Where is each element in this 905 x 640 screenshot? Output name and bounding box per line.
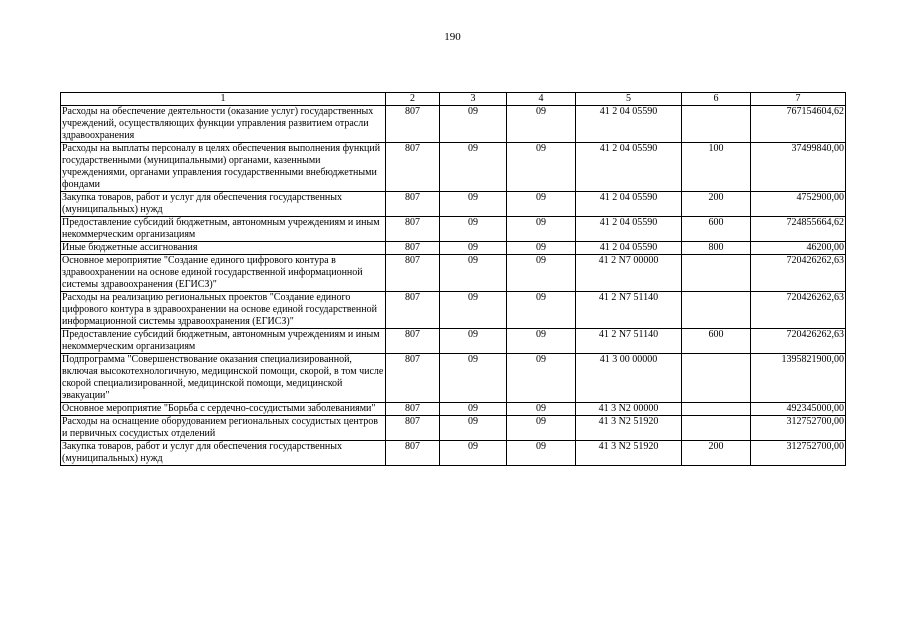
row-code-5: 41 2 04 05590 (576, 192, 682, 217)
table-row (61, 106, 846, 143)
row-amount: 767154604,62 (751, 106, 846, 143)
row-name: Расходы на выплаты персоналу в целях обеспечения выполнения функций государственными (муниципальными) органами, казенными учреждениями, органами управления государственными внебюджетными фондами (61, 143, 386, 192)
row-name: Предоставление субсидий бюджетным, автономным учреждениям и иным некоммерческим организациям (61, 329, 386, 354)
row-code-6 (682, 403, 751, 416)
row-code-4: 09 (507, 329, 576, 354)
row-code-5: 41 2 04 05590 (576, 217, 682, 242)
row-code-5: 41 2 N7 51140 (576, 329, 682, 354)
table-row (61, 242, 846, 255)
row-code-3: 09 (440, 292, 507, 329)
row-code-6 (682, 106, 751, 143)
row-code-2: 807 (386, 242, 440, 255)
column-header: 5 (576, 93, 682, 106)
row-name: Закупка товаров, работ и услуг для обеспечения государственных (муниципальных) нужд (61, 441, 386, 466)
row-code-4: 09 (507, 143, 576, 192)
row-amount: 1395821900,00 (751, 354, 846, 403)
column-header: 1 (61, 93, 386, 106)
row-code-2: 807 (386, 192, 440, 217)
row-code-5: 41 2 04 05590 (576, 242, 682, 255)
row-amount: 37499840,00 (751, 143, 846, 192)
column-header: 4 (507, 93, 576, 106)
row-code-4: 09 (507, 192, 576, 217)
row-amount: 720426262,63 (751, 292, 846, 329)
row-code-5: 41 3 00 00000 (576, 354, 682, 403)
row-name: Расходы на оснащение оборудованием региональных сосудистых центров и первичных сосудистых отделений (61, 416, 386, 441)
row-code-5: 41 3 N2 51920 (576, 441, 682, 466)
table-row (61, 192, 846, 217)
row-code-2: 807 (386, 292, 440, 329)
row-code-2: 807 (386, 143, 440, 192)
row-code-2: 807 (386, 416, 440, 441)
row-name: Основное мероприятие "Борьба с сердечно-сосудистыми заболеваниями" (61, 403, 386, 416)
row-code-4: 09 (507, 106, 576, 143)
row-code-6 (682, 416, 751, 441)
row-code-3: 09 (440, 255, 507, 292)
row-name: Предоставление субсидий бюджетным, автономным учреждениям и иным некоммерческим организациям (61, 217, 386, 242)
page-number: 190 (444, 31, 461, 43)
row-code-4: 09 (507, 292, 576, 329)
row-code-4: 09 (507, 354, 576, 403)
table-header-row (61, 93, 846, 106)
row-code-6: 800 (682, 242, 751, 255)
row-code-2: 807 (386, 106, 440, 143)
row-code-6: 200 (682, 192, 751, 217)
row-code-2: 807 (386, 217, 440, 242)
row-code-5: 41 2 04 05590 (576, 143, 682, 192)
row-code-5: 41 2 N7 51140 (576, 292, 682, 329)
row-amount: 720426262,63 (751, 329, 846, 354)
table-row (61, 403, 846, 416)
row-amount: 46200,00 (751, 242, 846, 255)
row-code-6: 600 (682, 217, 751, 242)
row-code-5: 41 3 N2 00000 (576, 403, 682, 416)
row-code-3: 09 (440, 217, 507, 242)
row-code-3: 09 (440, 192, 507, 217)
table-row (61, 329, 846, 354)
row-code-2: 807 (386, 403, 440, 416)
row-code-3: 09 (440, 329, 507, 354)
row-code-6: 200 (682, 441, 751, 466)
row-code-3: 09 (440, 354, 507, 403)
row-code-6 (682, 255, 751, 292)
row-code-6 (682, 292, 751, 329)
row-code-3: 09 (440, 441, 507, 466)
row-name: Расходы на обеспечение деятельности (оказание услуг) государственных учреждений, осуществляющих функции управления развитием отрасли здравоохранения (61, 106, 386, 143)
table-row (61, 255, 846, 292)
row-code-5: 41 2 04 05590 (576, 106, 682, 143)
column-header: 3 (440, 93, 507, 106)
row-name: Расходы на реализацию региональных проектов "Создание единого цифрового контура в здравоохранении на основе единой государственной информационной системы здравоохранения (ЕГИСЗ)" (61, 292, 386, 329)
row-amount: 312752700,00 (751, 441, 846, 466)
row-code-3: 09 (440, 242, 507, 255)
row-code-4: 09 (507, 255, 576, 292)
table-row (61, 354, 846, 403)
row-amount: 492345000,00 (751, 403, 846, 416)
row-code-2: 807 (386, 354, 440, 403)
row-code-3: 09 (440, 143, 507, 192)
row-name: Основное мероприятие "Создание единого цифрового контура в здравоохранении на основе единой государственной информационной системы здравоохранения (ЕГИСЗ)" (61, 255, 386, 292)
row-code-6 (682, 354, 751, 403)
table-row (61, 441, 846, 466)
row-amount: 4752900,00 (751, 192, 846, 217)
column-header: 2 (386, 93, 440, 106)
row-code-2: 807 (386, 329, 440, 354)
row-name: Иные бюджетные ассигнования (61, 242, 386, 255)
row-code-4: 09 (507, 242, 576, 255)
row-code-4: 09 (507, 403, 576, 416)
table-row (61, 292, 846, 329)
row-code-3: 09 (440, 106, 507, 143)
table-row (61, 416, 846, 441)
row-code-6: 100 (682, 143, 751, 192)
row-code-4: 09 (507, 441, 576, 466)
row-code-3: 09 (440, 403, 507, 416)
row-code-3: 09 (440, 416, 507, 441)
row-code-5: 41 2 N7 00000 (576, 255, 682, 292)
row-code-2: 807 (386, 441, 440, 466)
column-header: 7 (751, 93, 846, 106)
row-amount: 720426262,63 (751, 255, 846, 292)
row-name: Закупка товаров, работ и услуг для обеспечения государственных (муниципальных) нужд (61, 192, 386, 217)
row-code-2: 807 (386, 255, 440, 292)
row-code-4: 09 (507, 416, 576, 441)
row-name: Подпрограмма "Совершенствование оказания специализированной, включая высокотехнологичную, медицинской помощи, скорой, в том числе скорой специализированной, медицинской помощи, медицинской эвакуации" (61, 354, 386, 403)
budget-table (60, 92, 846, 466)
row-code-5: 41 3 N2 51920 (576, 416, 682, 441)
row-amount: 312752700,00 (751, 416, 846, 441)
row-code-6: 600 (682, 329, 751, 354)
row-code-4: 09 (507, 217, 576, 242)
row-amount: 724855664,62 (751, 217, 846, 242)
table-row (61, 143, 846, 192)
table-row (61, 217, 846, 242)
table-body (61, 106, 846, 466)
column-header: 6 (682, 93, 751, 106)
